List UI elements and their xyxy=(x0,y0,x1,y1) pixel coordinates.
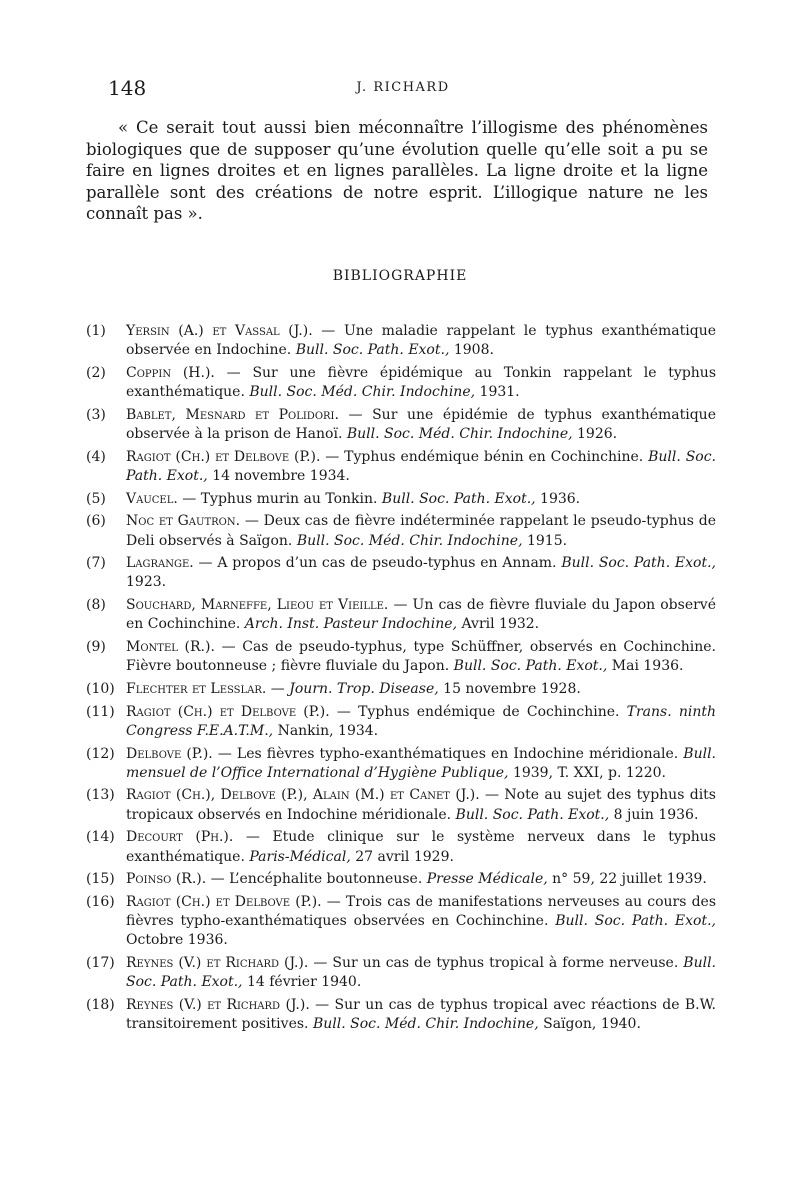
reference-number: (17) xyxy=(86,955,115,972)
reference-number: (14) xyxy=(86,829,115,846)
reference-number: (18) xyxy=(86,997,115,1013)
reference-journal: Paris-Médical, xyxy=(249,848,351,865)
reference-journal: Journ. Trop. Disease, xyxy=(289,680,439,697)
reference-title: Trois cas de manifestations nerveuses au cours des fièvres typho-exanthématiques observées en Cochinchine. xyxy=(126,893,717,930)
reference-title: Deux cas de fièvre indéterminée rappelant le pseudo-typhus de Deli observés à Saïgon. xyxy=(126,513,716,549)
reference-journal: Bull. Soc. Path. Exot., xyxy=(561,555,717,572)
reference-number: (16) xyxy=(86,893,115,910)
reference-journal: Bull. Soc. Path. Exot., xyxy=(453,658,608,675)
reference-authors: Decourt (Ph.). xyxy=(126,829,234,846)
reference-journal: Bull. Soc. Méd. Chir. Indochine, xyxy=(312,1016,539,1033)
reference-journal: Bull. Soc. Path. Exot., xyxy=(381,490,536,507)
reference-authors: Ragiot (Ch.) et Delbove (P.). xyxy=(126,893,322,910)
reference-item: (14) Decourt (Ph.). — Etude clinique sur le système nerveux dans le typhus exanthématique. Paris-Médical, 27 avril 1929. xyxy=(86,829,716,865)
reference-details: Saïgon, 1940. xyxy=(543,1016,641,1033)
reference-authors: Ragiot (Ch.), Delbove (P.), Alain (M.) et Canet (J.). xyxy=(126,787,480,804)
reference-authors: Reynes (V.) et Richard (J.). xyxy=(126,955,309,972)
reference-item: (1) Yersin (A.) et Vassal (J.). — Une maladie rappelant le typhus exanthématique observée en Indochine. Bull. Soc. Path. Exot., 1908. xyxy=(86,323,717,359)
reference-item: (9) Montel (R.). — Cas de pseudo-typhus, type Schüffner, observés en Cochinchine. Fièvre boutonneuse ; fièvre fluviale du Japon. Bull. Soc. Path. Exot., Mai 1936. xyxy=(86,639,716,675)
reference-authors: Bablet, Mesnard et Polidori. xyxy=(126,406,339,423)
reference-authors: Vaucel. xyxy=(126,490,178,507)
reference-number: (3) xyxy=(86,406,106,423)
reference-title: Typhus murin au Tonkin. xyxy=(200,490,378,507)
reference-details: 15 novembre 1928. xyxy=(443,680,581,697)
reference-title: Sur une épidémie de typhus exanthématique observée à la prison de Hanoï. xyxy=(126,406,716,443)
reference-title: Un cas de fièvre fluviale du Japon observé en Cochinchine. xyxy=(126,597,716,633)
reference-item: (6) Noc et Gautron. — Deux cas de fièvre indéterminée rappelant le pseudo-typhus de Deli observés à Saïgon. Bull. Soc. Méd. Chir. Indochine, 1915. xyxy=(86,513,716,549)
reference-item: (11) Ragiot (Ch.) et Delbove (P.). — Typhus endémique de Cochinchine. Trans. ninth Congress F.E.A.T.M., Nankin, 1934. xyxy=(86,703,717,739)
reference-number: (4) xyxy=(86,448,106,465)
reference-title: Sur un cas de typhus tropical avec réactions de B.W. transitoirement positives. xyxy=(126,997,716,1033)
reference-authors: Reynes (V.) et Richard (J.). xyxy=(126,997,310,1013)
reference-journal: Presse Médicale, xyxy=(426,871,548,888)
reference-title: Etude clinique sur le système nerveux dans le typhus exanthématique. xyxy=(126,829,716,865)
reference-details: n° 59, 22 juillet 1939. xyxy=(552,871,707,888)
reference-authors: Montel (R.). xyxy=(126,639,215,656)
reference-title: Note au sujet des typhus dits tropicaux observés en Indochine méridionale. xyxy=(126,787,716,823)
reference-item: (12) Delbove (P.). — Les fièvres typho-exanthématiques en Indochine méridionale. Bull. mensuel de l’Office International d’Hygiène Publique, 1939, T. XXI, p. 1220. xyxy=(86,745,716,781)
reference-journal: Arch. Inst. Pasteur Indochine, xyxy=(244,616,458,633)
reference-authors: Coppin (H.). xyxy=(126,364,215,381)
reference-journal: Trans. ninth Congress F.E.A.T.M., xyxy=(126,703,717,739)
running-head: J. RICHARD xyxy=(356,80,450,95)
quote-paragraph: « Ce serait tout aussi bien méconnaître l’illogisme des phénomènes biologiques que de supposer qu’une évolution quelle qu’elle soit a pu se faire en lignes droites et en lignes parallèles. La ligne droite et la ligne parallèle sont des créations de notre esprit. L’illogique nature ne les connaît pas ». xyxy=(86,118,708,223)
reference-journal: Bull. Soc. Path. Exot., xyxy=(555,913,716,930)
reference-title: A propos d’un cas de pseudo-typhus en Annam. xyxy=(217,555,557,572)
reference-details: 1939, T. XXI, p. 1220. xyxy=(512,764,666,781)
reference-item: (3) Bablet, Mesnard et Polidori. — Sur une épidémie de typhus exanthématique observée à la prison de Hanoï. Bull. Soc. Méd. Chir. Indochine, 1926. xyxy=(86,406,716,443)
reference-journal: Bull. Soc. Path. Exot., xyxy=(455,806,610,823)
reference-details: 1936. xyxy=(540,490,581,507)
reference-number: (1) xyxy=(86,323,106,339)
reference-number: (11) xyxy=(86,703,115,720)
reference-item: (5) Vaucel. — Typhus murin au Tonkin. Bull. Soc. Path. Exot., 1936. xyxy=(86,490,716,509)
reference-number: (5) xyxy=(86,490,106,507)
reference-title: Sur un cas de typhus tropical à forme nerveuse. xyxy=(332,955,679,972)
reference-title: Une maladie rappelant le typhus exanthématique observée en Indochine. xyxy=(126,323,717,359)
reference-details: 14 novembre 1934. xyxy=(212,467,350,484)
page-number: 148 xyxy=(108,76,147,100)
reference-details: Nankin, 1934. xyxy=(277,722,379,739)
reference-title: Cas de pseudo-typhus, type Schüffner, observés en Cochinchine. Fièvre boutonneuse ; fièvre fluviale du Japon. xyxy=(126,639,716,675)
reference-item: (7) Lagrange. — A propos d’un cas de pseudo-typhus en Annam. Bull. Soc. Path. Exot., 1923. xyxy=(86,555,717,591)
reference-authors: Yersin (A.) et Vassal (J.). xyxy=(126,323,313,339)
reference-details: Octobre 1936. xyxy=(126,932,228,949)
reference-authors: Ragiot (Ch.) et Delbove (P.). xyxy=(126,703,330,720)
page-header xyxy=(108,76,698,100)
reference-item: (2) Coppin (H.). — Sur une fièvre épidémique au Tonkin rappelant le typhus exanthématique. Bull. Soc. Méd. Chir. Indochine, 1931. xyxy=(86,364,717,401)
reference-item: (4) Ragiot (Ch.) et Delbove (P.). — Typhus endémique bénin en Cochinchine. Bull. Soc. Path. Exot., 14 novembre 1934. xyxy=(86,448,717,484)
reference-item: (16) Ragiot (Ch.) et Delbove (P.). — Trois cas de manifestations nerveuses au cours des fièvres typho-exanthématiques observées en Cochinchine. Bull. Soc. Path. Exot., Octobre 1936. xyxy=(86,893,717,949)
reference-journal: Bull. Soc. Path. Exot., xyxy=(126,448,717,484)
reference-details: 27 avril 1929. xyxy=(355,848,454,865)
reference-item: (17) Reynes (V.) et Richard (J.). — Sur un cas de typhus tropical à forme nerveuse. Bull. Soc. Path. Exot., 14 février 1940. xyxy=(86,955,716,991)
reference-details: 14 février 1940. xyxy=(246,974,362,991)
reference-authors: Souchard, Marneffe, Lieou et Vieille. xyxy=(126,597,389,614)
reference-journal: Bull. mensuel de l’Office International d’Hygiène Publique, xyxy=(126,745,716,781)
reference-number: (6) xyxy=(86,513,106,530)
reference-authors: Noc et Gautron. xyxy=(126,513,241,530)
reference-journal: Bull. Soc. Path. Exot., xyxy=(295,342,450,359)
reference-details: Mai 1936. xyxy=(611,658,684,675)
reference-journal: Bull. Soc. Méd. Chir. Indochine, xyxy=(249,384,476,401)
reference-item: (13) Ragiot (Ch.), Delbove (P.), Alain (M.) et Canet (J.). — Note au sujet des typhus dits tropicaux observés en Indochine méridionale. Bull. Soc. Path. Exot., 8 juin 1936. xyxy=(86,787,716,823)
reference-number: (8) xyxy=(86,597,106,614)
reference-number: (9) xyxy=(86,639,106,656)
reference-item: (15) Poinso (R.). — L’encéphalite boutonneuse. Presse Médicale, n° 59, 22 juillet 1939. xyxy=(86,870,716,889)
bibliography-title: BIBLIOGRAPHIE xyxy=(332,268,468,284)
reference-authors: Ragiot (Ch.) et Delbove (P.). xyxy=(126,448,321,465)
reference-journal: Bull. Soc. Path. Exot., xyxy=(126,955,716,991)
references-list xyxy=(86,322,716,1038)
reference-item: (8) Souchard, Marneffe, Lieou et Vieille. — Un cas de fièvre fluviale du Japon observé en Cochinchine. Arch. Inst. Pasteur Indochine, Avril 1932. xyxy=(86,597,716,633)
reference-journal: Bull. Soc. Méd. Chir. Indochine, xyxy=(296,532,523,549)
reference-number: (12) xyxy=(86,745,115,762)
reference-item: (18) Reynes (V.) et Richard (J.). — Sur un cas de typhus tropical avec réactions de B.W. transitoirement positives. Bull. Soc. Méd. Chir. Indochine, Saïgon, 1940. xyxy=(86,997,716,1033)
reference-details: 8 juin 1936. xyxy=(613,806,699,823)
reference-title: Typhus endémique bénin en Cochinchine. xyxy=(344,448,644,465)
reference-authors: Poinso (R.). xyxy=(126,871,207,888)
reference-details: 1926. xyxy=(577,426,618,443)
reference-number: (7) xyxy=(86,555,106,572)
reference-title: Les fièvres typho-exanthématiques en Indochine méridionale. xyxy=(236,745,679,762)
reference-authors: Delbove (P.). xyxy=(126,745,213,762)
reference-details: 1923. xyxy=(126,574,167,591)
reference-details: Avril 1932. xyxy=(461,616,540,633)
reference-authors: Lagrange. xyxy=(126,555,194,572)
reference-item: (10) Flechter et Lesslar. — Journ. Trop. Disease, 15 novembre 1928. xyxy=(86,680,716,699)
reference-number: (13) xyxy=(86,787,115,804)
reference-number: (10) xyxy=(86,680,115,697)
reference-journal: Bull. Soc. Méd. Chir. Indochine, xyxy=(346,426,573,443)
reference-details: 1915. xyxy=(526,532,568,549)
reference-title: L’encéphalite boutonneuse. xyxy=(229,871,423,888)
reference-details: 1931. xyxy=(479,384,520,401)
reference-title: Sur une fièvre épidémique au Tonkin rappelant le typhus exanthématique. xyxy=(126,364,717,401)
reference-number: (2) xyxy=(86,364,106,381)
reference-authors: Flechter et Lesslar. xyxy=(126,680,267,697)
reference-title: Typhus endémique de Cochinchine. xyxy=(358,703,620,720)
reference-number: (15) xyxy=(86,871,115,888)
reference-details: 1908. xyxy=(453,342,494,359)
